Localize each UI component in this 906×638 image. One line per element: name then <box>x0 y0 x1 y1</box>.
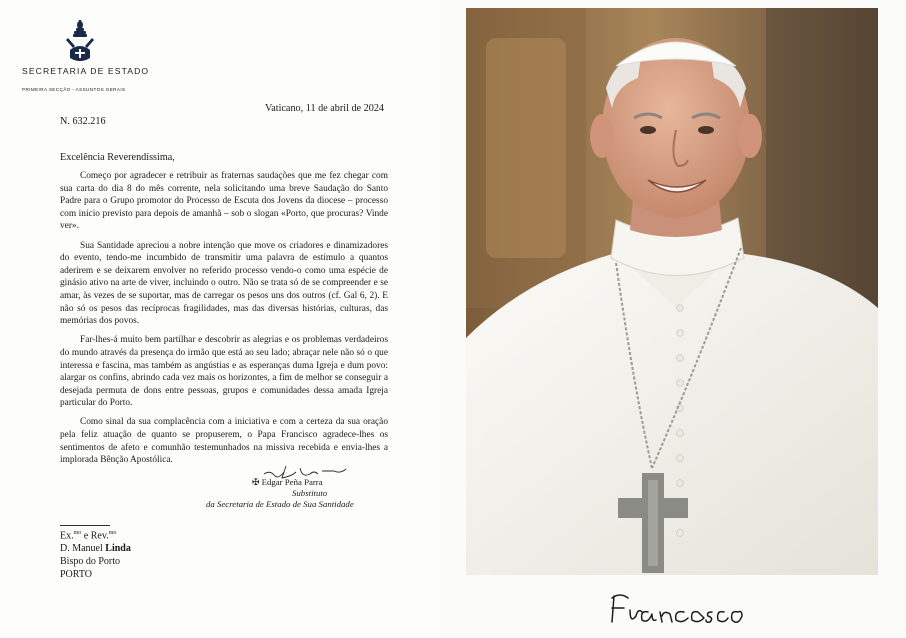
letter-paragraph: Far-lhes-á muito bem partilhar e descobrir as alegrias e os problemas verdadeiros do mundo através da presença do irmão que está ao seu lado; abraçar nele não só o que interessa e fascina, mas também as angústias e as esperanças duma Igreja e dum povo: alargar os confins, abrindo cada vez mais os horizontes, a fim de melhor se conseguir a desejada permuta de dons entre pessoas, grupos e comunidades dessa amada Igreja particular do Porto. <box>60 335 388 409</box>
addressee-title: Ex.$^{mo}$ e Rev.$^{mo}$ <box>60 530 117 542</box>
letter-salutation: Excelência Reverendíssima, <box>60 152 175 163</box>
addressee-name: D. Manuel Linda <box>60 543 131 555</box>
letterhead-section: PRIMEIRA SECÇÃO - ASSUNTOS GERAIS <box>22 87 126 92</box>
letter-date: Vaticano, 11 de abril de 2024 <box>265 103 385 114</box>
addressee-position: Bispo do Porto <box>60 555 121 567</box>
addressee-block <box>60 527 131 582</box>
address-divider <box>60 525 110 526</box>
letter-paragraph: Começo por agradecer e retribuir as fraternas saudações que me fez chegar com sua carta do dia 8 do mês corrente, nela solicitando uma breve Saudação do Santo Padre para o Grupo promotor do Processo de Escuta dos Jovens da diocese – processo com início previsto para depois de amanhã – sob o slogan «Porto, que procuras? Vinde ver». <box>60 171 388 232</box>
pope-portrait-photo <box>466 8 878 575</box>
letter-sheet <box>0 0 440 638</box>
signer-name: ✠ Edgar Peña Parra <box>252 477 323 487</box>
letter-reference-number: N. 632.216 <box>60 116 106 127</box>
autograph-signature <box>608 590 748 628</box>
letter-body <box>60 170 388 473</box>
addressee-city: PORTO <box>60 568 93 580</box>
letter-paragraph: Sua Santidade apreciou a nobre intenção que move os criadores e dinamizadores do evento, tendo-me incumbido de transmitir uma palavra de estímulo a quantos aderirem e se deixarem envolver no referido processo vendo-o como uma espécie de ginásio ativo na arte de viver, incluindo o outro. Não se trata só de se compreender e se amar, às vezes de se suportar, mas de carregar os pesos uns dos outros (cf. Gal 6, 2). E não só os pesos das recíprocas fragilidades, mas das diversas histórias, culturas, das memórias dos povos. <box>60 240 388 327</box>
letter-paragraph: Como sinal da sua complacência com a iniciativa e com a certeza da sua oração pela feliz atuação de quanto se propuserem, o Papa Francisco agradece-lhes os sentimentos de afeto e comunhão testemunhados na missiva recebida e envia-lhes a implorada Bênção Apostólica. <box>60 417 388 466</box>
papal-coat-of-arms-icon <box>63 20 97 62</box>
pope-portrait-illustration <box>466 8 878 575</box>
signer-organization: da Secretaria de Estado de Sua Santidade <box>206 499 354 509</box>
signer-role: Substituto <box>292 488 328 498</box>
letterhead-department: SECRETARIA DE ESTADO <box>22 66 150 76</box>
signature-block <box>206 477 354 510</box>
